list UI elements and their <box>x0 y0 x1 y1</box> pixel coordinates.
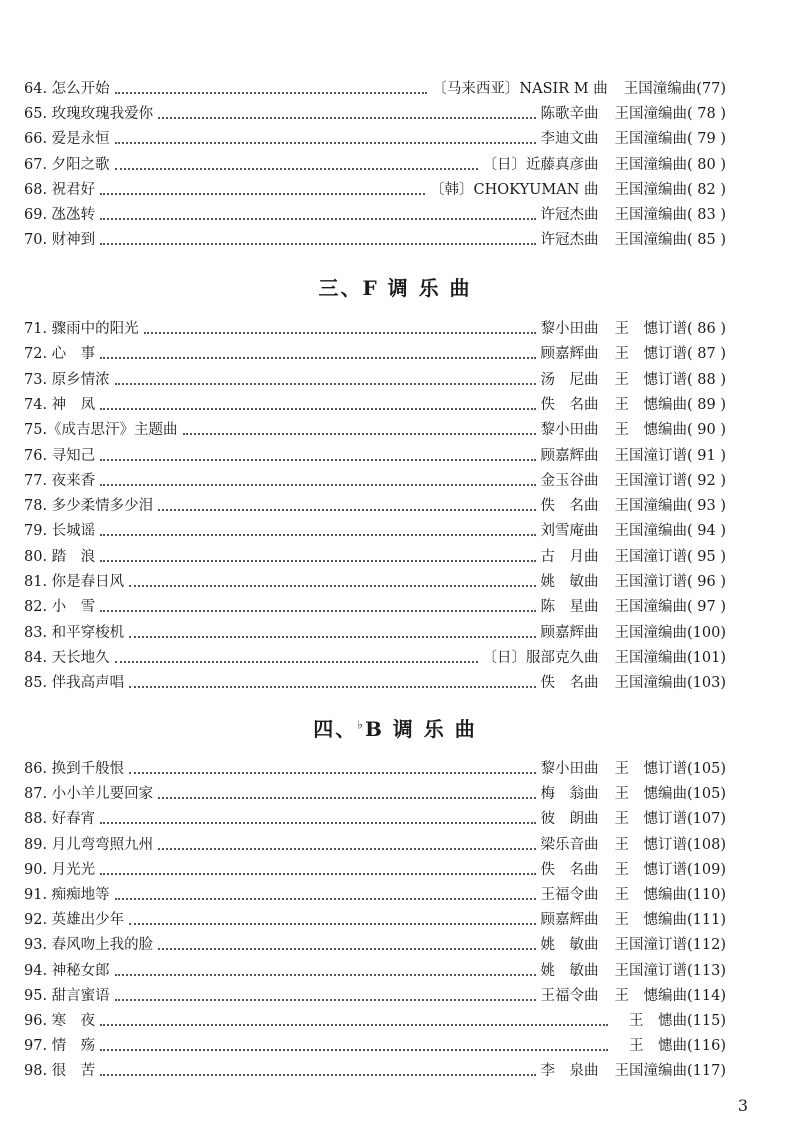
dot-leader <box>158 117 535 119</box>
entry-credit: 王 憓编曲 <box>614 912 687 929</box>
toc-entry <box>24 99 726 123</box>
toc-entry <box>24 754 726 778</box>
entry-page-number: ( 91 ) <box>687 447 726 464</box>
entry-credit: 王国潼编曲 <box>614 624 687 641</box>
entry-title: 89. 月儿弯弯照九州 <box>24 836 154 853</box>
entry-title: 85. 伴我高声唱 <box>24 675 125 692</box>
entry-composer: 黎小田曲 <box>540 422 599 439</box>
entry-title: 74. 神 凤 <box>24 396 96 413</box>
entry-credit: 王 憓订谱 <box>614 861 687 878</box>
entry-page-number: ( 85 ) <box>687 232 726 249</box>
entry-composer: 刘雪庵曲 <box>540 523 599 540</box>
dot-leader <box>115 92 428 94</box>
entry-composer: 佚 名曲 <box>540 675 599 692</box>
toc-entry <box>24 390 726 414</box>
dot-leader <box>158 797 535 799</box>
entry-composer: 顾嘉辉曲 <box>540 624 599 641</box>
entry-composer: 王福令曲 <box>540 987 599 1004</box>
dot-leader <box>129 636 535 638</box>
entry-page-number: (77) <box>696 81 726 97</box>
entry-composer: 〔马来西亚〕NASIR M 曲 <box>432 81 608 97</box>
entry-title: 94. 神秘女郎 <box>24 962 110 979</box>
dot-leader <box>158 848 535 850</box>
entry-composer: 姚 敏曲 <box>540 937 599 954</box>
entry-page-number: (112) <box>687 937 726 954</box>
toc-entry <box>24 466 726 490</box>
dot-leader <box>115 383 536 385</box>
entry-composer: 姚 敏曲 <box>540 574 599 590</box>
entry-composer: 佚 名曲 <box>540 498 599 515</box>
entry-composer: 顾嘉辉曲 <box>540 346 599 363</box>
entry-title: 68. 祝君好 <box>24 181 96 198</box>
entry-title: 78. 多少柔情多少泪 <box>24 498 154 515</box>
entry-composer: 彼 朗曲 <box>540 811 599 828</box>
entry-credit: 王国潼编曲 <box>614 181 688 198</box>
toc-entry <box>24 200 726 224</box>
entry-composer: 佚 名曲 <box>540 861 599 878</box>
dot-leader <box>115 142 536 144</box>
dot-leader <box>100 193 425 195</box>
entry-composer: 〔日〕近藤真彦曲 <box>482 156 599 173</box>
entry-credit: 王国潼编曲 <box>614 131 688 148</box>
toc-entry <box>24 567 726 591</box>
entry-credit: 王 憓编曲 <box>614 786 687 803</box>
flat-sign-icon: ♭ <box>357 717 365 732</box>
entry-page-number: (116) <box>687 1038 726 1055</box>
dot-leader <box>115 168 478 170</box>
dot-leader <box>129 772 535 774</box>
entry-credit: 王国潼编曲 <box>614 1063 687 1080</box>
section-heading-b-flat-key <box>0 713 790 742</box>
dot-leader <box>100 822 535 824</box>
dot-leader <box>129 686 535 688</box>
dot-leader <box>100 610 535 612</box>
entry-title: 76. 寻知己 <box>24 447 96 464</box>
toc-entry <box>24 150 726 174</box>
entry-title: 69. 氹氹转 <box>24 207 96 223</box>
entry-composer: 陈歌辛曲 <box>540 106 599 123</box>
entry-composer: 〔日〕服部克久曲 <box>482 649 599 666</box>
entry-title: 92. 英雄出少年 <box>24 912 125 929</box>
entry-composer: 梁乐音曲 <box>540 836 599 853</box>
entry-page-number: (113) <box>687 962 726 979</box>
entry-page-number: ( 86 ) <box>687 321 726 337</box>
entry-composer: 许冠杰曲 <box>540 232 599 249</box>
entry-page-number: (101) <box>687 649 726 666</box>
toc-entry <box>24 542 726 566</box>
entry-composer: 黎小田曲 <box>540 761 599 777</box>
dot-leader <box>100 459 535 461</box>
toc-entry <box>24 804 726 828</box>
entry-title: 67. 夕阳之歌 <box>24 156 110 173</box>
entry-credit: 王国潼订谱 <box>614 574 688 590</box>
dot-leader <box>158 948 535 950</box>
entry-credit: 王国潼编曲 <box>614 523 688 540</box>
entry-composer: 汤 尼曲 <box>540 371 599 388</box>
entry-credit: 王国潼编曲 <box>614 675 687 692</box>
entry-page-number: (115) <box>687 1013 726 1029</box>
toc-entry <box>24 1006 726 1030</box>
entry-composer: 陈 星曲 <box>540 599 599 616</box>
entry-title: 81. 你是春日风 <box>24 574 125 590</box>
entry-credit: 王国潼订谱 <box>614 962 687 979</box>
entry-page-number: ( 89 ) <box>687 396 726 413</box>
entry-page-number: ( 78 ) <box>687 106 726 123</box>
entry-page-number: ( 79 ) <box>687 131 726 148</box>
entry-title: 64. 怎么开始 <box>24 81 110 97</box>
entry-title: 73. 原乡情浓 <box>24 371 110 388</box>
entry-credit: 王国潼编曲 <box>623 81 697 97</box>
entry-page-number: ( 96 ) <box>687 574 726 590</box>
entry-page-number: (105) <box>687 786 726 803</box>
section-heading-f-key: 三、F 调 乐 曲 <box>318 276 472 300</box>
entry-composer: 黎小田曲 <box>540 321 599 337</box>
entry-credit: 王国潼编曲 <box>614 207 688 223</box>
entry-title: 98. 很 苦 <box>24 1063 96 1080</box>
toc-entry <box>24 880 726 904</box>
entry-page-number: (111) <box>687 912 726 929</box>
entry-credit: 王 憓曲 <box>629 1038 687 1055</box>
dot-leader <box>100 484 535 486</box>
entry-page-number: ( 92 ) <box>687 472 726 489</box>
toc-entry <box>24 1031 726 1055</box>
entry-credit: 王 憓曲 <box>629 1013 687 1029</box>
toc-entry <box>24 905 726 929</box>
entry-title: 93. 春风吻上我的脸 <box>24 937 154 954</box>
entry-credit: 王 憓订谱 <box>614 811 687 828</box>
entry-title: 97. 情 殇 <box>24 1038 96 1055</box>
entry-title: 90. 月光光 <box>24 861 96 878</box>
entry-title: 87. 小小羊儿要回家 <box>24 786 154 803</box>
dot-leader <box>100 873 535 875</box>
toc-entry <box>24 516 726 540</box>
toc-entry <box>24 956 726 980</box>
toc-entry <box>24 74 726 98</box>
entry-composer: 许冠杰曲 <box>540 207 599 223</box>
entry-title: 83. 和平穿梭机 <box>24 624 125 641</box>
entry-page-number: ( 80 ) <box>687 156 726 173</box>
toc-entry <box>24 339 726 363</box>
toc-entry <box>24 175 726 199</box>
entry-composer: 顾嘉辉曲 <box>540 912 599 929</box>
dot-leader <box>100 243 535 245</box>
entry-credit: 王国潼订谱 <box>614 447 688 464</box>
toc-entry <box>24 668 726 692</box>
entry-title: 91. 痴痴地等 <box>24 887 110 903</box>
dot-leader <box>115 999 536 1001</box>
entry-page-number: ( 93 ) <box>687 498 726 515</box>
entry-credit: 王 憓订谱 <box>614 321 688 337</box>
entry-page-number: (107) <box>687 811 726 828</box>
entry-composer: 金玉谷曲 <box>540 472 599 489</box>
toc-entry <box>24 415 726 439</box>
entry-composer: 李迪文曲 <box>540 131 599 148</box>
dot-leader <box>158 509 535 511</box>
dot-leader <box>100 408 535 410</box>
entry-credit: 王国潼编曲 <box>614 232 688 249</box>
entry-composer: 佚 名曲 <box>540 396 599 413</box>
toc-entry <box>24 618 726 642</box>
dot-leader <box>100 218 535 220</box>
dot-leader <box>144 332 536 334</box>
entry-credit: 王 憓编曲 <box>614 987 687 1004</box>
entry-credit: 王 憓订谱 <box>614 371 688 388</box>
entry-page-number: ( 95 ) <box>687 548 726 565</box>
entry-credit: 王 憓订谱 <box>614 836 687 853</box>
entry-title: 75.《成吉思汗》主题曲 <box>24 422 178 439</box>
section-heading-rest: B 调 乐 曲 <box>364 717 477 741</box>
dot-leader <box>183 433 536 435</box>
entry-page-number: (108) <box>687 836 726 853</box>
toc-entry <box>24 314 726 338</box>
entry-composer: 王福令曲 <box>540 887 599 903</box>
dot-leader <box>115 661 478 663</box>
toc-entry <box>24 981 726 1005</box>
toc-entry <box>24 225 726 249</box>
toc-entry <box>24 1056 726 1080</box>
entry-page-number: ( 90 ) <box>687 422 726 439</box>
toc-entry <box>24 855 726 879</box>
entry-credit: 王国潼编曲 <box>614 106 688 123</box>
toc-entry <box>24 643 726 667</box>
entry-title: 82. 小 雪 <box>24 599 96 616</box>
entry-page-number: ( 94 ) <box>687 523 726 540</box>
dot-leader <box>100 1049 608 1051</box>
dot-leader <box>100 560 535 562</box>
entry-page-number: ( 82 ) <box>687 181 726 198</box>
entry-credit: 王 憓编曲 <box>614 396 688 413</box>
entry-title: 86. 换到千般恨 <box>24 761 125 777</box>
entry-credit: 王 憓编曲 <box>614 422 688 439</box>
section-heading-prefix: 四、 <box>313 717 358 741</box>
entry-credit: 王国潼订谱 <box>614 937 687 954</box>
entry-title: 80. 踏 浪 <box>24 548 96 565</box>
dot-leader <box>115 898 536 900</box>
entry-composer: 李 泉曲 <box>540 1063 599 1080</box>
entry-credit: 王国潼编曲 <box>614 599 688 616</box>
entry-title: 77. 夜来香 <box>24 472 96 489</box>
entry-credit: 王国潼编曲 <box>614 156 688 173</box>
entry-title: 88. 好春宵 <box>24 811 96 828</box>
entry-page-number: ( 83 ) <box>687 207 726 223</box>
entry-page-number: (105) <box>687 761 726 777</box>
entry-title: 70. 财神到 <box>24 232 96 249</box>
entry-credit: 王国潼编曲 <box>614 498 688 515</box>
entry-credit: 王国潼订谱 <box>614 472 688 489</box>
entry-composer: 顾嘉辉曲 <box>540 447 599 464</box>
toc-entry <box>24 592 726 616</box>
entry-page-number: ( 88 ) <box>687 371 726 388</box>
toc-entry <box>24 124 726 148</box>
entry-page-number: (100) <box>687 624 726 641</box>
entry-title: 71. 骤雨中的阳光 <box>24 321 139 337</box>
entry-title: 84. 天长地久 <box>24 649 110 666</box>
entry-page-number: (114) <box>687 987 726 1004</box>
entry-title: 65. 玫瑰玫瑰我爱你 <box>24 106 154 123</box>
dot-leader <box>100 1024 608 1026</box>
entry-composer: 古 月曲 <box>540 548 599 565</box>
dot-leader <box>129 923 535 925</box>
entry-credit: 王 憓编曲 <box>614 887 687 903</box>
dot-leader <box>100 1074 535 1076</box>
entry-credit: 王国潼编曲 <box>614 649 687 666</box>
footer-page-number: 3 <box>737 1096 748 1115</box>
toc-entry <box>24 779 726 803</box>
entry-composer: 〔韩〕CHOKYUMAN 曲 <box>430 181 599 198</box>
toc-entry <box>24 365 726 389</box>
entry-page-number: ( 87 ) <box>687 346 726 363</box>
entry-page-number: (109) <box>687 861 726 878</box>
entry-page-number: (103) <box>687 675 726 692</box>
toc-entry <box>24 830 726 854</box>
entry-composer: 姚 敏曲 <box>540 962 599 979</box>
entry-credit: 王 憓订谱 <box>614 761 687 777</box>
entry-credit: 王 憓订谱 <box>614 346 688 363</box>
entry-title: 72. 心 事 <box>24 346 96 363</box>
entry-title: 95. 甜言蜜语 <box>24 987 110 1004</box>
toc-entry <box>24 441 726 465</box>
entry-title: 96. 寒 夜 <box>24 1013 96 1029</box>
entry-credit: 王国潼订谱 <box>614 548 688 565</box>
dot-leader <box>129 585 535 587</box>
entry-page-number: ( 97 ) <box>687 599 726 616</box>
dot-leader <box>115 974 536 976</box>
dot-leader <box>100 534 535 536</box>
toc-entry <box>24 930 726 954</box>
entry-composer: 梅 翁曲 <box>540 786 599 803</box>
toc-entry <box>24 491 726 515</box>
entry-page-number: (110) <box>687 887 726 903</box>
dot-leader <box>100 357 535 359</box>
entry-title: 79. 长城谣 <box>24 523 96 540</box>
entry-page-number: (117) <box>687 1063 726 1080</box>
entry-title: 66. 爱是永恒 <box>24 131 110 148</box>
